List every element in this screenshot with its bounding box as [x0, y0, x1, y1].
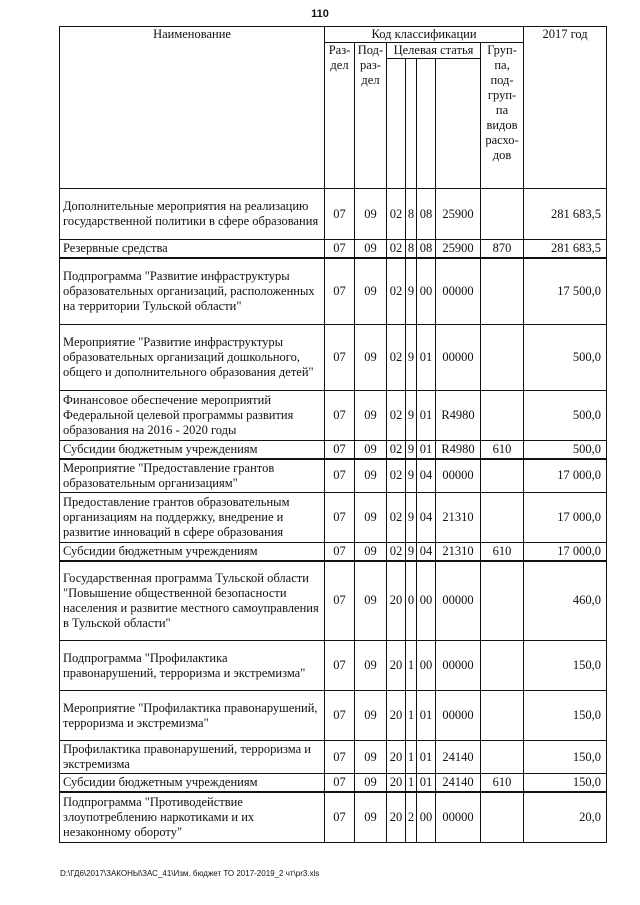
row-cs1: 02	[387, 492, 406, 542]
header-cs-part4	[436, 59, 481, 189]
row-podrazdel: 09	[355, 741, 387, 774]
row-cs2: 9	[406, 459, 417, 493]
row-amount: 500,0	[524, 324, 607, 390]
table-row	[60, 390, 607, 440]
row-cs4: 21310	[436, 492, 481, 542]
row-cs2: 9	[406, 492, 417, 542]
row-cs1: 20	[387, 641, 406, 691]
row-name: Субсидии бюджетным учреждениям	[60, 440, 325, 459]
row-cs2: 9	[406, 390, 417, 440]
row-cs1: 20	[387, 792, 406, 842]
row-cs3: 08	[417, 240, 436, 259]
row-cs3: 01	[417, 390, 436, 440]
table-row	[60, 459, 607, 493]
header-group: Груп- па, под- груп- па видов расхо- дов	[481, 43, 524, 189]
row-cs1: 02	[387, 440, 406, 459]
row-amount: 150,0	[524, 691, 607, 741]
row-group	[481, 561, 524, 641]
row-razdel: 07	[325, 189, 355, 240]
row-amount: 150,0	[524, 774, 607, 793]
row-group	[481, 390, 524, 440]
row-podrazdel: 09	[355, 774, 387, 793]
row-cs2: 9	[406, 440, 417, 459]
table-row	[60, 240, 607, 259]
row-cs1: 20	[387, 691, 406, 741]
footer-file-path: D:\ГД6\2017\ЗАКОНЫ\ЗАС_41\Изм. бюджет ТО 2017-2019_2 чт\pr3.xls	[60, 869, 320, 878]
row-cs3: 00	[417, 561, 436, 641]
row-cs4: 00000	[436, 258, 481, 324]
row-name: Субсидии бюджетным учреждениям	[60, 542, 325, 561]
row-cs3: 04	[417, 542, 436, 561]
row-cs1: 20	[387, 774, 406, 793]
table-row	[60, 774, 607, 793]
budget-table	[59, 26, 607, 843]
row-cs3: 01	[417, 691, 436, 741]
table-row	[60, 792, 607, 842]
row-cs3: 00	[417, 792, 436, 842]
row-cs4: 21310	[436, 542, 481, 561]
row-cs1: 20	[387, 741, 406, 774]
row-razdel: 07	[325, 561, 355, 641]
row-cs2: 1	[406, 691, 417, 741]
row-name: Мероприятие "Развитие инфраструктуры образовательных организаций дошкольного, общего и дополнительного образования детей"	[60, 324, 325, 390]
row-amount: 17 000,0	[524, 492, 607, 542]
row-name: Мероприятие "Предоставление грантов образовательным организациям"	[60, 459, 325, 493]
row-cs4: 00000	[436, 324, 481, 390]
row-name: Мероприятие "Профилактика правонарушений, терроризма и экстремизма"	[60, 691, 325, 741]
row-podrazdel: 09	[355, 561, 387, 641]
header-cs-part2	[406, 59, 417, 189]
row-cs2: 1	[406, 641, 417, 691]
row-group	[481, 792, 524, 842]
row-razdel: 07	[325, 390, 355, 440]
row-podrazdel: 09	[355, 492, 387, 542]
row-group	[481, 492, 524, 542]
row-cs1: 02	[387, 240, 406, 259]
row-name: Профилактика правонарушений, терроризма и экстремизма	[60, 741, 325, 774]
row-razdel: 07	[325, 240, 355, 259]
table-row	[60, 324, 607, 390]
table-row	[60, 641, 607, 691]
table-row	[60, 741, 607, 774]
row-podrazdel: 09	[355, 440, 387, 459]
row-cs2: 8	[406, 189, 417, 240]
row-cs2: 0	[406, 561, 417, 641]
table-row	[60, 440, 607, 459]
row-cs3: 01	[417, 324, 436, 390]
row-cs4: 00000	[436, 561, 481, 641]
row-amount: 281 683,5	[524, 240, 607, 259]
row-group	[481, 459, 524, 493]
header-cs-part3	[417, 59, 436, 189]
row-group: 610	[481, 440, 524, 459]
row-razdel: 07	[325, 324, 355, 390]
row-amount: 17 000,0	[524, 542, 607, 561]
row-razdel: 07	[325, 691, 355, 741]
row-amount: 20,0	[524, 792, 607, 842]
row-podrazdel: 09	[355, 542, 387, 561]
row-podrazdel: 09	[355, 390, 387, 440]
row-name: Подпрограмма "Профилактика правонарушений, терроризма и экстремизма"	[60, 641, 325, 691]
header-classification: Код классификации	[325, 27, 524, 43]
row-amount: 500,0	[524, 390, 607, 440]
row-cs1: 02	[387, 390, 406, 440]
table-row	[60, 561, 607, 641]
header-cs-part1	[387, 59, 406, 189]
row-amount: 500,0	[524, 440, 607, 459]
row-group	[481, 641, 524, 691]
row-group: 870	[481, 240, 524, 259]
row-cs4: 24140	[436, 741, 481, 774]
row-group: 610	[481, 542, 524, 561]
page-number: 110	[311, 8, 329, 20]
row-name: Субсидии бюджетным учреждениям	[60, 774, 325, 793]
row-razdel: 07	[325, 774, 355, 793]
row-razdel: 07	[325, 492, 355, 542]
row-cs4: R4980	[436, 440, 481, 459]
row-razdel: 07	[325, 792, 355, 842]
row-amount: 150,0	[524, 641, 607, 691]
row-razdel: 07	[325, 440, 355, 459]
row-razdel: 07	[325, 542, 355, 561]
row-cs2: 9	[406, 258, 417, 324]
row-podrazdel: 09	[355, 189, 387, 240]
row-group	[481, 189, 524, 240]
row-name: Дополнительные мероприятия на реализацию государственной политики в сфере образования	[60, 189, 325, 240]
row-podrazdel: 09	[355, 691, 387, 741]
row-cs4: 24140	[436, 774, 481, 793]
row-name: Подпрограмма "Противодействие злоупотреблению наркотиками и их незаконному обороту"	[60, 792, 325, 842]
row-razdel: 07	[325, 641, 355, 691]
table-row	[60, 189, 607, 240]
table-row	[60, 492, 607, 542]
header-year: 2017 год	[524, 27, 607, 189]
table-row	[60, 258, 607, 324]
row-cs3: 01	[417, 741, 436, 774]
row-cs2: 1	[406, 774, 417, 793]
row-podrazdel: 09	[355, 641, 387, 691]
header-target-article: Целевая статья	[387, 43, 481, 59]
row-cs4: 25900	[436, 240, 481, 259]
row-name: Подпрограмма "Развитие инфраструктуры образовательных организаций, расположенных на территории Тульской области"	[60, 258, 325, 324]
row-cs1: 02	[387, 324, 406, 390]
row-name: Государственная программа Тульской области "Повышение общественной безопасности населения и развитие местного самоуправления в Тульской области"	[60, 561, 325, 641]
table-row	[60, 542, 607, 561]
row-razdel: 07	[325, 459, 355, 493]
row-cs2: 1	[406, 741, 417, 774]
row-amount: 17 500,0	[524, 258, 607, 324]
row-cs4: 00000	[436, 691, 481, 741]
header-name: Наименование	[60, 27, 325, 189]
row-cs4: 25900	[436, 189, 481, 240]
row-amount: 150,0	[524, 741, 607, 774]
row-cs4: 00000	[436, 641, 481, 691]
row-name: Резервные средства	[60, 240, 325, 259]
row-cs1: 02	[387, 189, 406, 240]
row-cs3: 00	[417, 258, 436, 324]
row-group	[481, 691, 524, 741]
row-cs1: 20	[387, 561, 406, 641]
row-group	[481, 258, 524, 324]
row-group: 610	[481, 774, 524, 793]
row-podrazdel: 09	[355, 240, 387, 259]
row-cs1: 02	[387, 542, 406, 561]
row-cs3: 01	[417, 440, 436, 459]
row-cs3: 08	[417, 189, 436, 240]
row-cs4: R4980	[436, 390, 481, 440]
row-cs3: 00	[417, 641, 436, 691]
row-cs4: 00000	[436, 792, 481, 842]
row-podrazdel: 09	[355, 459, 387, 493]
row-cs3: 04	[417, 459, 436, 493]
row-cs1: 02	[387, 459, 406, 493]
row-cs2: 9	[406, 324, 417, 390]
table-body	[60, 189, 607, 843]
row-amount: 17 000,0	[524, 459, 607, 493]
row-cs2: 2	[406, 792, 417, 842]
row-group	[481, 741, 524, 774]
row-amount: 281 683,5	[524, 189, 607, 240]
row-cs3: 04	[417, 492, 436, 542]
row-amount: 460,0	[524, 561, 607, 641]
row-name: Предоставление грантов образовательным организациям на поддержку, внедрение и развитие инноваций в сфере образования	[60, 492, 325, 542]
row-name: Финансовое обеспечение мероприятий Федеральной целевой программы развития образования на 2016 - 2020 годы	[60, 390, 325, 440]
row-cs3: 01	[417, 774, 436, 793]
row-cs4: 00000	[436, 459, 481, 493]
header-razdel: Раз- дел	[325, 43, 355, 189]
row-razdel: 07	[325, 258, 355, 324]
row-podrazdel: 09	[355, 324, 387, 390]
header-podrazdel: Под- раз- дел	[355, 43, 387, 189]
row-podrazdel: 09	[355, 792, 387, 842]
table-row	[60, 691, 607, 741]
row-razdel: 07	[325, 741, 355, 774]
row-cs2: 8	[406, 240, 417, 259]
row-podrazdel: 09	[355, 258, 387, 324]
row-cs2: 9	[406, 542, 417, 561]
row-group	[481, 324, 524, 390]
row-cs1: 02	[387, 258, 406, 324]
